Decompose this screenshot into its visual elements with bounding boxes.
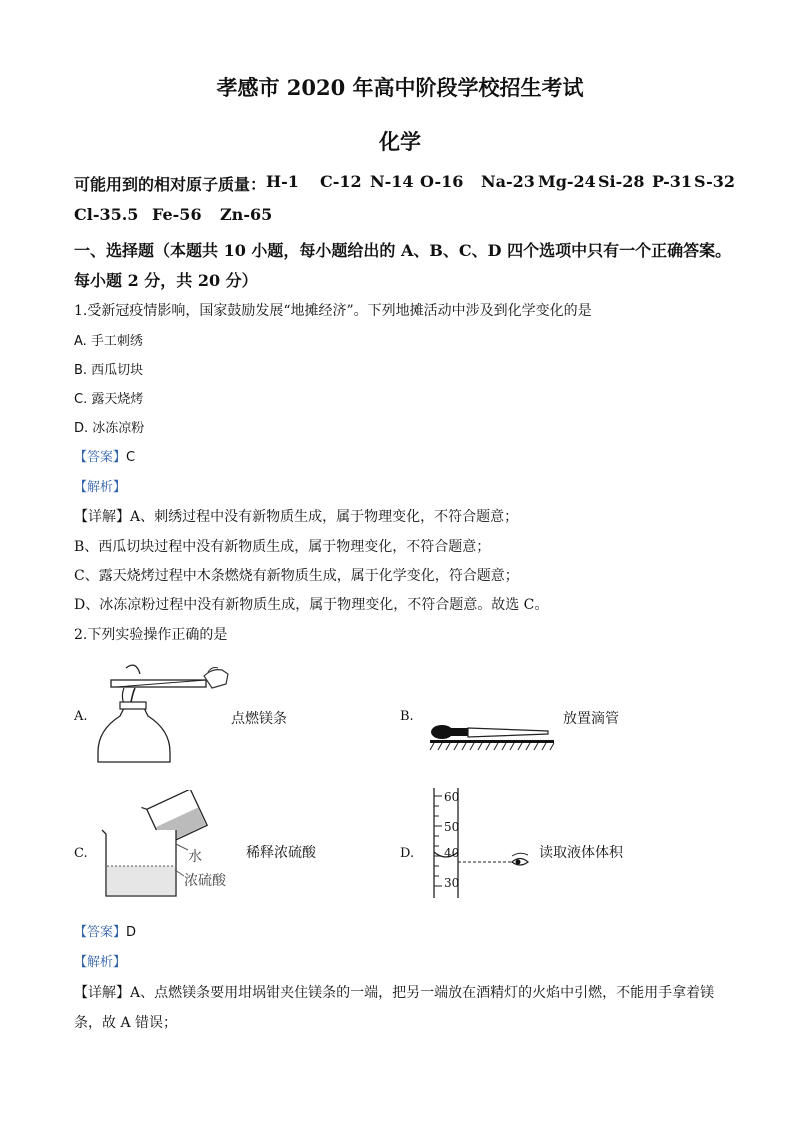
analysis-tag: 【解析】 [74,480,127,495]
tick-label-30: 30 [444,876,460,890]
option-a-letter: A. [74,709,88,724]
answer-tag: 【答案】 [74,925,127,940]
question-2-stem: 2.下列实验操作正确的是 [74,627,228,643]
tick-label-60: 60 [444,790,460,804]
detail-line: 【详解】A、点燃镁条要用坩埚钳夹住镁条的一端，把另一端放在酒精灯的火焰中引燃，不能用手拿着镁 [74,985,715,1001]
option-a-caption: 点燃镁条 [231,711,287,727]
question-1-option-b: B. 西瓜切块 [74,363,144,378]
option-d-caption: 读取液体体积 [539,845,623,861]
atomic-mass-item: N-14 [370,172,414,191]
tick-label-50: 50 [444,820,460,834]
detail-line: B、西瓜切块过程中没有新物质生成，属于物理变化，不符合题意； [74,539,491,555]
atomic-mass-item: Na-23 [481,172,535,191]
detail-line: 【详解】A、刺绣过程中没有新物质生成，属于物理变化，不符合题意； [74,509,519,525]
section-heading-cont: 每小题 2 分，共 20 分） [74,271,258,290]
section-heading: 一、选择题（本题共 10 小题，每小题给出的 A、B、C、D 四个选项中只有一个正确答案。 [74,241,732,260]
question-1-option-c: C. 露天烧烤 [74,392,144,407]
question-1-option-a: A. 手工刺绣 [74,334,143,349]
tick-label-40: 40 [444,846,460,860]
question-1-answer [74,446,135,465]
detail-line: C、露天烧烤过程中木条燃烧有新物质生成，属于化学变化，符合题意； [74,568,519,584]
burning-magnesium-figure [96,658,236,773]
atomic-mass-item: Si-28 [598,172,645,191]
atomic-mass-item: Fe-56 [152,205,202,224]
atomic-mass-item: Mg-24 [538,172,596,191]
atomic-mass-item: O-16 [420,172,464,191]
atomic-mass-label: 可能用到的相对原子质量： [74,175,267,194]
option-c-caption: 稀释浓硫酸 [246,845,316,861]
water-label: 水 [188,849,202,865]
detail-line: D、冰冻凉粉过程中没有新物质生成，属于物理变化，不符合题意。故选 C。 [74,597,549,613]
atomic-mass-item: P-31 [652,172,693,191]
detail-line: 条，故 A 错误； [74,1015,178,1031]
subject-title: 化学 [379,129,421,154]
exam-title: 孝感市 2020 年高中阶段学校招生考试 [216,75,584,100]
question-1-stem: 1.受新冠疫情影响，国家鼓励发展“地摊经济”。下列地摊活动中涉及到化学变化的是 [74,303,592,319]
atomic-mass-item: S-32 [694,172,736,191]
acid-label: 浓硫酸 [184,873,226,889]
analysis-tag: 【解析】 [74,955,127,970]
atomic-mass-item: Cl-35.5 [74,205,139,224]
dropper-figure [428,718,558,752]
question-1-option-d: D. 冰冻凉粉 [74,421,145,436]
question-2-answer [74,921,136,940]
answer-value: D [126,925,137,940]
atomic-mass-item: Zn-65 [220,205,273,224]
option-d-letter: D. [400,846,415,861]
atomic-mass-item: H-1 [266,172,299,191]
atomic-mass-item: C-12 [320,172,362,191]
option-c-letter: C. [74,846,88,861]
option-b-caption: 放置滴管 [563,711,619,727]
answer-tag: 【答案】 [74,450,127,465]
answer-value: C [126,450,136,465]
dilution-figure [96,790,256,900]
option-b-letter: B. [400,709,414,724]
